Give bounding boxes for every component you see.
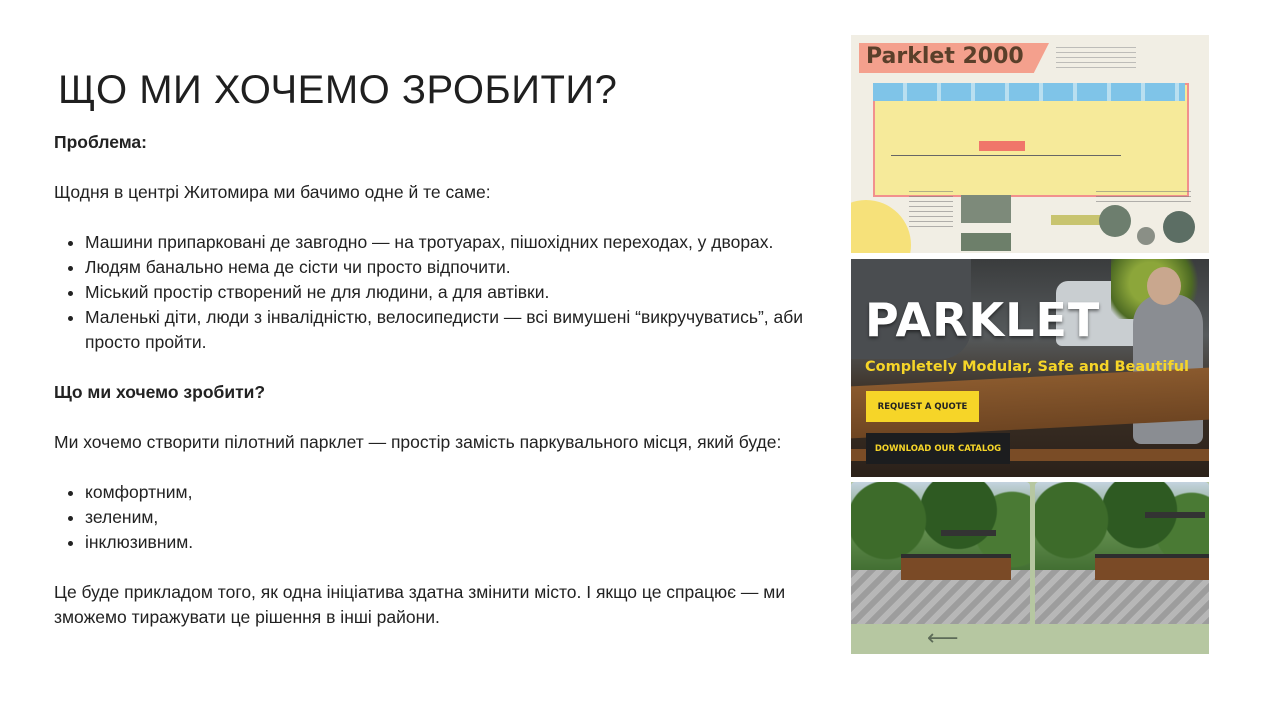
goal-list bbox=[54, 480, 844, 555]
poster-photo-circle bbox=[1099, 205, 1131, 237]
conclusion-text: Це буде прикладом того, як одна ініціатива здатна змінити місто. І якщо це спрацює — ми зможемо тиражувати це рішення в інші райони. bbox=[54, 582, 786, 627]
photo-parklet-deck bbox=[901, 554, 1011, 580]
list-item: • Людям банально нема де сісти чи просто відпочити. bbox=[85, 255, 844, 280]
poster-text-block bbox=[909, 191, 953, 227]
list-item: • інклюзивним. bbox=[85, 530, 844, 555]
poster-text-block bbox=[1096, 191, 1191, 203]
poster-photo bbox=[961, 195, 1011, 223]
parklet-photo-right bbox=[1035, 482, 1209, 624]
poster-label bbox=[1051, 215, 1101, 225]
goal-intro: Ми хочемо створити пілотний парклет — простір замість паркувального місця, який буде: bbox=[54, 432, 782, 452]
list-item: • Міський простір створений не для людини, а для автівки. bbox=[85, 280, 844, 305]
parklet-promo-image bbox=[851, 259, 1209, 477]
photo-canopy bbox=[1145, 512, 1205, 518]
poster-photo bbox=[961, 233, 1011, 251]
parklet-photo-left bbox=[851, 482, 1030, 624]
site-plan-parking bbox=[873, 83, 1185, 101]
promo-tagline: Completely Modular, Safe and Beautiful bbox=[865, 359, 1190, 375]
list-item: • Машини припарковані де завгодно — на тротуарах, пішохідних переходах, у дворах. bbox=[85, 230, 844, 255]
problem-list bbox=[54, 230, 844, 355]
parklet-photos bbox=[851, 482, 1209, 654]
spacer bbox=[54, 555, 844, 580]
poster-fine-print bbox=[1056, 47, 1136, 69]
arrow-left-icon: ⟵ bbox=[927, 626, 959, 651]
promo-person-head bbox=[1147, 267, 1181, 305]
spacer bbox=[54, 355, 844, 380]
spacer bbox=[54, 405, 844, 430]
problem-intro: Щодня в центрі Житомира ми бачимо одне й те саме: bbox=[54, 182, 491, 202]
photo-parklet-deck bbox=[1095, 554, 1209, 580]
poster-photo-circle bbox=[1163, 211, 1195, 243]
slide-title: ЩО МИ ХОЧЕМО ЗРОБИТИ? bbox=[58, 68, 618, 112]
poster-title: Parklet 2000 bbox=[866, 44, 1024, 69]
spacer bbox=[54, 205, 844, 230]
download-catalog-button: DOWNLOAD OUR CATALOG bbox=[866, 433, 1010, 464]
request-quote-button: REQUEST A QUOTE bbox=[866, 391, 979, 422]
list-item: • комфортним, bbox=[85, 480, 844, 505]
list-item: • Маленькі діти, люди з інвалідністю, велосипедисти — всі вимушені “викручуватись”, аби просто пройти. bbox=[85, 305, 844, 355]
problem-heading: Проблема: bbox=[54, 132, 147, 152]
list-item: • зеленим, bbox=[85, 505, 844, 530]
site-plan-parklet bbox=[979, 141, 1025, 151]
site-plan-dimension-line bbox=[891, 155, 1121, 156]
goal-heading: Що ми хочемо зробити? bbox=[54, 382, 266, 402]
spacer bbox=[54, 455, 844, 480]
promo-headline: PARKLET bbox=[865, 293, 1101, 347]
parklet-plan-poster bbox=[851, 35, 1209, 253]
photo-canopy bbox=[941, 530, 996, 536]
poster-photo-circle bbox=[1137, 227, 1155, 245]
poster-decor-circle bbox=[851, 200, 911, 253]
spacer bbox=[54, 155, 844, 180]
slide-body bbox=[54, 130, 844, 630]
